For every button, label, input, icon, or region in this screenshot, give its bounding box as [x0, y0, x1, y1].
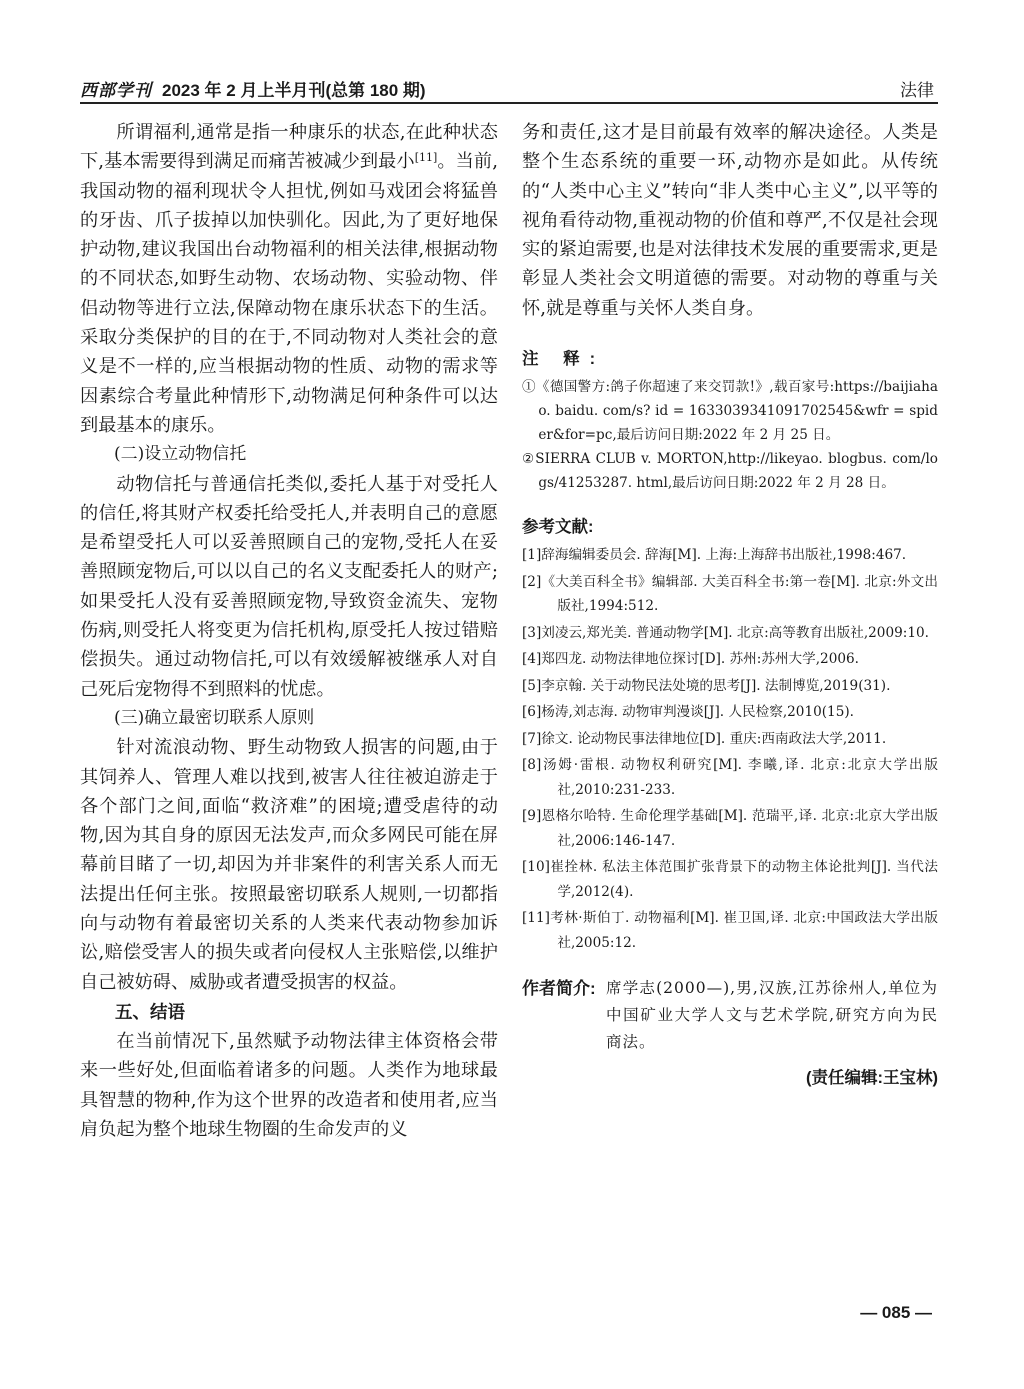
reference-item: [11]考林·斯伯丁. 动物福利[M]. 崔卫国,译. 北京:中国政法大学出版社,2005:12.: [522, 910, 938, 951]
issue-info: 2023 年 2 月上半月刊(总第 180 期): [162, 81, 426, 100]
page-number: — 085 —: [860, 1303, 932, 1322]
reference-item: [4]郑四龙. 动物法律地位探讨[D]. 苏州:苏州大学,2006.: [522, 651, 859, 668]
paragraph-conclusion: 在当前情况下,虽然赋予动物法律主体资格会带来一些好处,但面临着诸多的问题。人类作为地球最具智慧的物种,作为这个世界的改造者和使用者,应当肩负起为整个地球生物圈的生命发声的义: [80, 1030, 498, 1140]
paragraph-welfare: 所谓福利,通常是指一种康乐的状态,在此种状态下,基本需要得到满足而痛苦被减少到最小[11]。当前,我国动物的福利现状令人担忧,例如马戏团会将猛兽的牙齿、爪子拔掉以加快驯化。因此,为了更好地保护动物,建议我国出台动物福利的相关法律,根据动物的不同状态,如野生动物、农场动物、实验动物、伴侣动物等进行立法,保障动物在康乐状态下的生活。采取分类保护的目的在于,不同动物对人类社会的意义是不一样的,应当根据动物的性质、动物的需求等因素综合考量此种情形下,动物满足何种条件可以达到最基本的康乐。: [80, 122, 498, 436]
reference-item: [9]恩格尔哈特. 生命伦理学基础[M]. 范瑞平,译. 北京:北京大学出版社,2006:146-147.: [522, 808, 938, 849]
note-item: ②SIERRA CLUB v. MORTON,http://likeyao. blogbus. com/logs/41253287. html,最后访问日期:2022 年 2 月 28 日。: [522, 451, 938, 492]
reference-item: [7]徐文. 论动物民事法律地位[D]. 重庆:西南政法大学,2011.: [522, 730, 887, 747]
author-bio-label: 作者简介:: [522, 979, 596, 999]
reference-item: [6]杨涛,刘志海. 动物审判漫谈[J]. 人民检察,2010(15).: [522, 704, 854, 721]
reference-item: [8]汤姆·雷根. 动物权利研究[M]. 李曦,译. 北京:北京大学出版社,2010:231-233.: [522, 757, 938, 798]
reference-item: [5]李京翰. 关于动物民法处境的思考[J]. 法制博览,2019(31).: [522, 677, 891, 694]
header-rule: [80, 102, 938, 104]
right-column: [522, 118, 938, 1088]
page-header: [80, 76, 940, 102]
citation-superscript: [11]: [414, 151, 438, 165]
paragraph-closest-contact: 针对流浪动物、野生动物致人损害的问题,由于其饲养人、管理人难以找到,被害人往往被迫游走于各个部门之间,面临“救济难”的困境;遭受虐待的动物,因为其自身的原因无法发声,而众多网民可能在屏幕前目睹了一切,却因为并非案件的利害关系人而无法提出任何主张。按照最密切联系人规则,一切都指向与动物有着最密切关系的人类来代表动物参加诉讼,赔偿受害人的损失或者向侵权人主张赔偿,以维护自己被妨碍、威胁或者遭受损害的权益。: [80, 737, 498, 993]
left-column: [80, 118, 498, 1144]
author-bio-text: 席学志(2000—),男,汉族,江苏徐州人,单位为中国矿业大学人文与艺术学院,研究方向为民商法。: [606, 979, 938, 1052]
author-bio: [522, 975, 938, 1056]
paragraph-animal-trust: 动物信托与普通信托类似,委托人基于对受托人的信任,将其财产权委托给受托人,并表明自己的意愿是希望受托人可以妥善照顾自己的宠物,受托人在妥善照顾宠物后,可以以自己的名义支配委托人的财产;如果受托人没有妥善照顾宠物,导致资金流失、宠物伤病,则受托人将变更为信托机构,原受托人按过错赔偿损失。通过动物信托,可以有效缓解被继承人对自己死后宠物得不到照料的忧虑。: [80, 473, 498, 700]
responsible-editor: (责任编辑:王宝林): [806, 1069, 938, 1088]
references-title: 参考文献:: [522, 518, 594, 537]
journal-logo: 西部学刊: [80, 81, 152, 101]
subheading-animal-trust: (二)设立动物信托: [114, 444, 247, 465]
reference-item: [2]《大美百科全书》编辑部. 大美百科全书:第一卷[M]. 北京:外文出版社,1994:512.: [522, 573, 938, 615]
section-heading-conclusion: 五、结语: [115, 1001, 185, 1022]
reference-item: [10]崔拴林. 私法主体范围扩张背景下的动物主体论批判[J]. 当代法学,2012(4).: [522, 859, 938, 900]
reference-item: [3]刘凌云,郑光美. 普通动物学[M]. 北京:高等教育出版社,2009:10.: [522, 624, 929, 641]
subheading-closest-contact: (三)确立最密切联系人原则: [114, 707, 315, 728]
reference-item: [1]辞海编辑委员会. 辞海[M]. 上海:上海辞书出版社,1998:467.: [522, 547, 907, 564]
paragraph-conclusion-continued: 务和责任,这才是目前最有效率的解决途径。人类是整个生态系统的重要一环,动物亦是如此。从传统的“人类中心主义”转向“非人类中心主义”,以平等的视角看待动物,重视动物的价值和尊严,不仅是社会现实的紧迫需要,也是对法律技术发展的重要需求,更是彰显人类社会文明道德的需要。对动物的尊重与关怀,就是尊重与关怀人类自身。: [522, 122, 938, 319]
notes-title: 注 释:: [522, 350, 606, 369]
section-label: 法律: [900, 81, 934, 100]
note-item: ①《德国警方:鸽子你超速了来交罚款!》,载百家号:https://baijiahao. baidu. com/s? id = 1633039341091702545&wfr = spider&for=pc,最后访问日期:2022 年 2 月 25 日。: [522, 379, 938, 444]
